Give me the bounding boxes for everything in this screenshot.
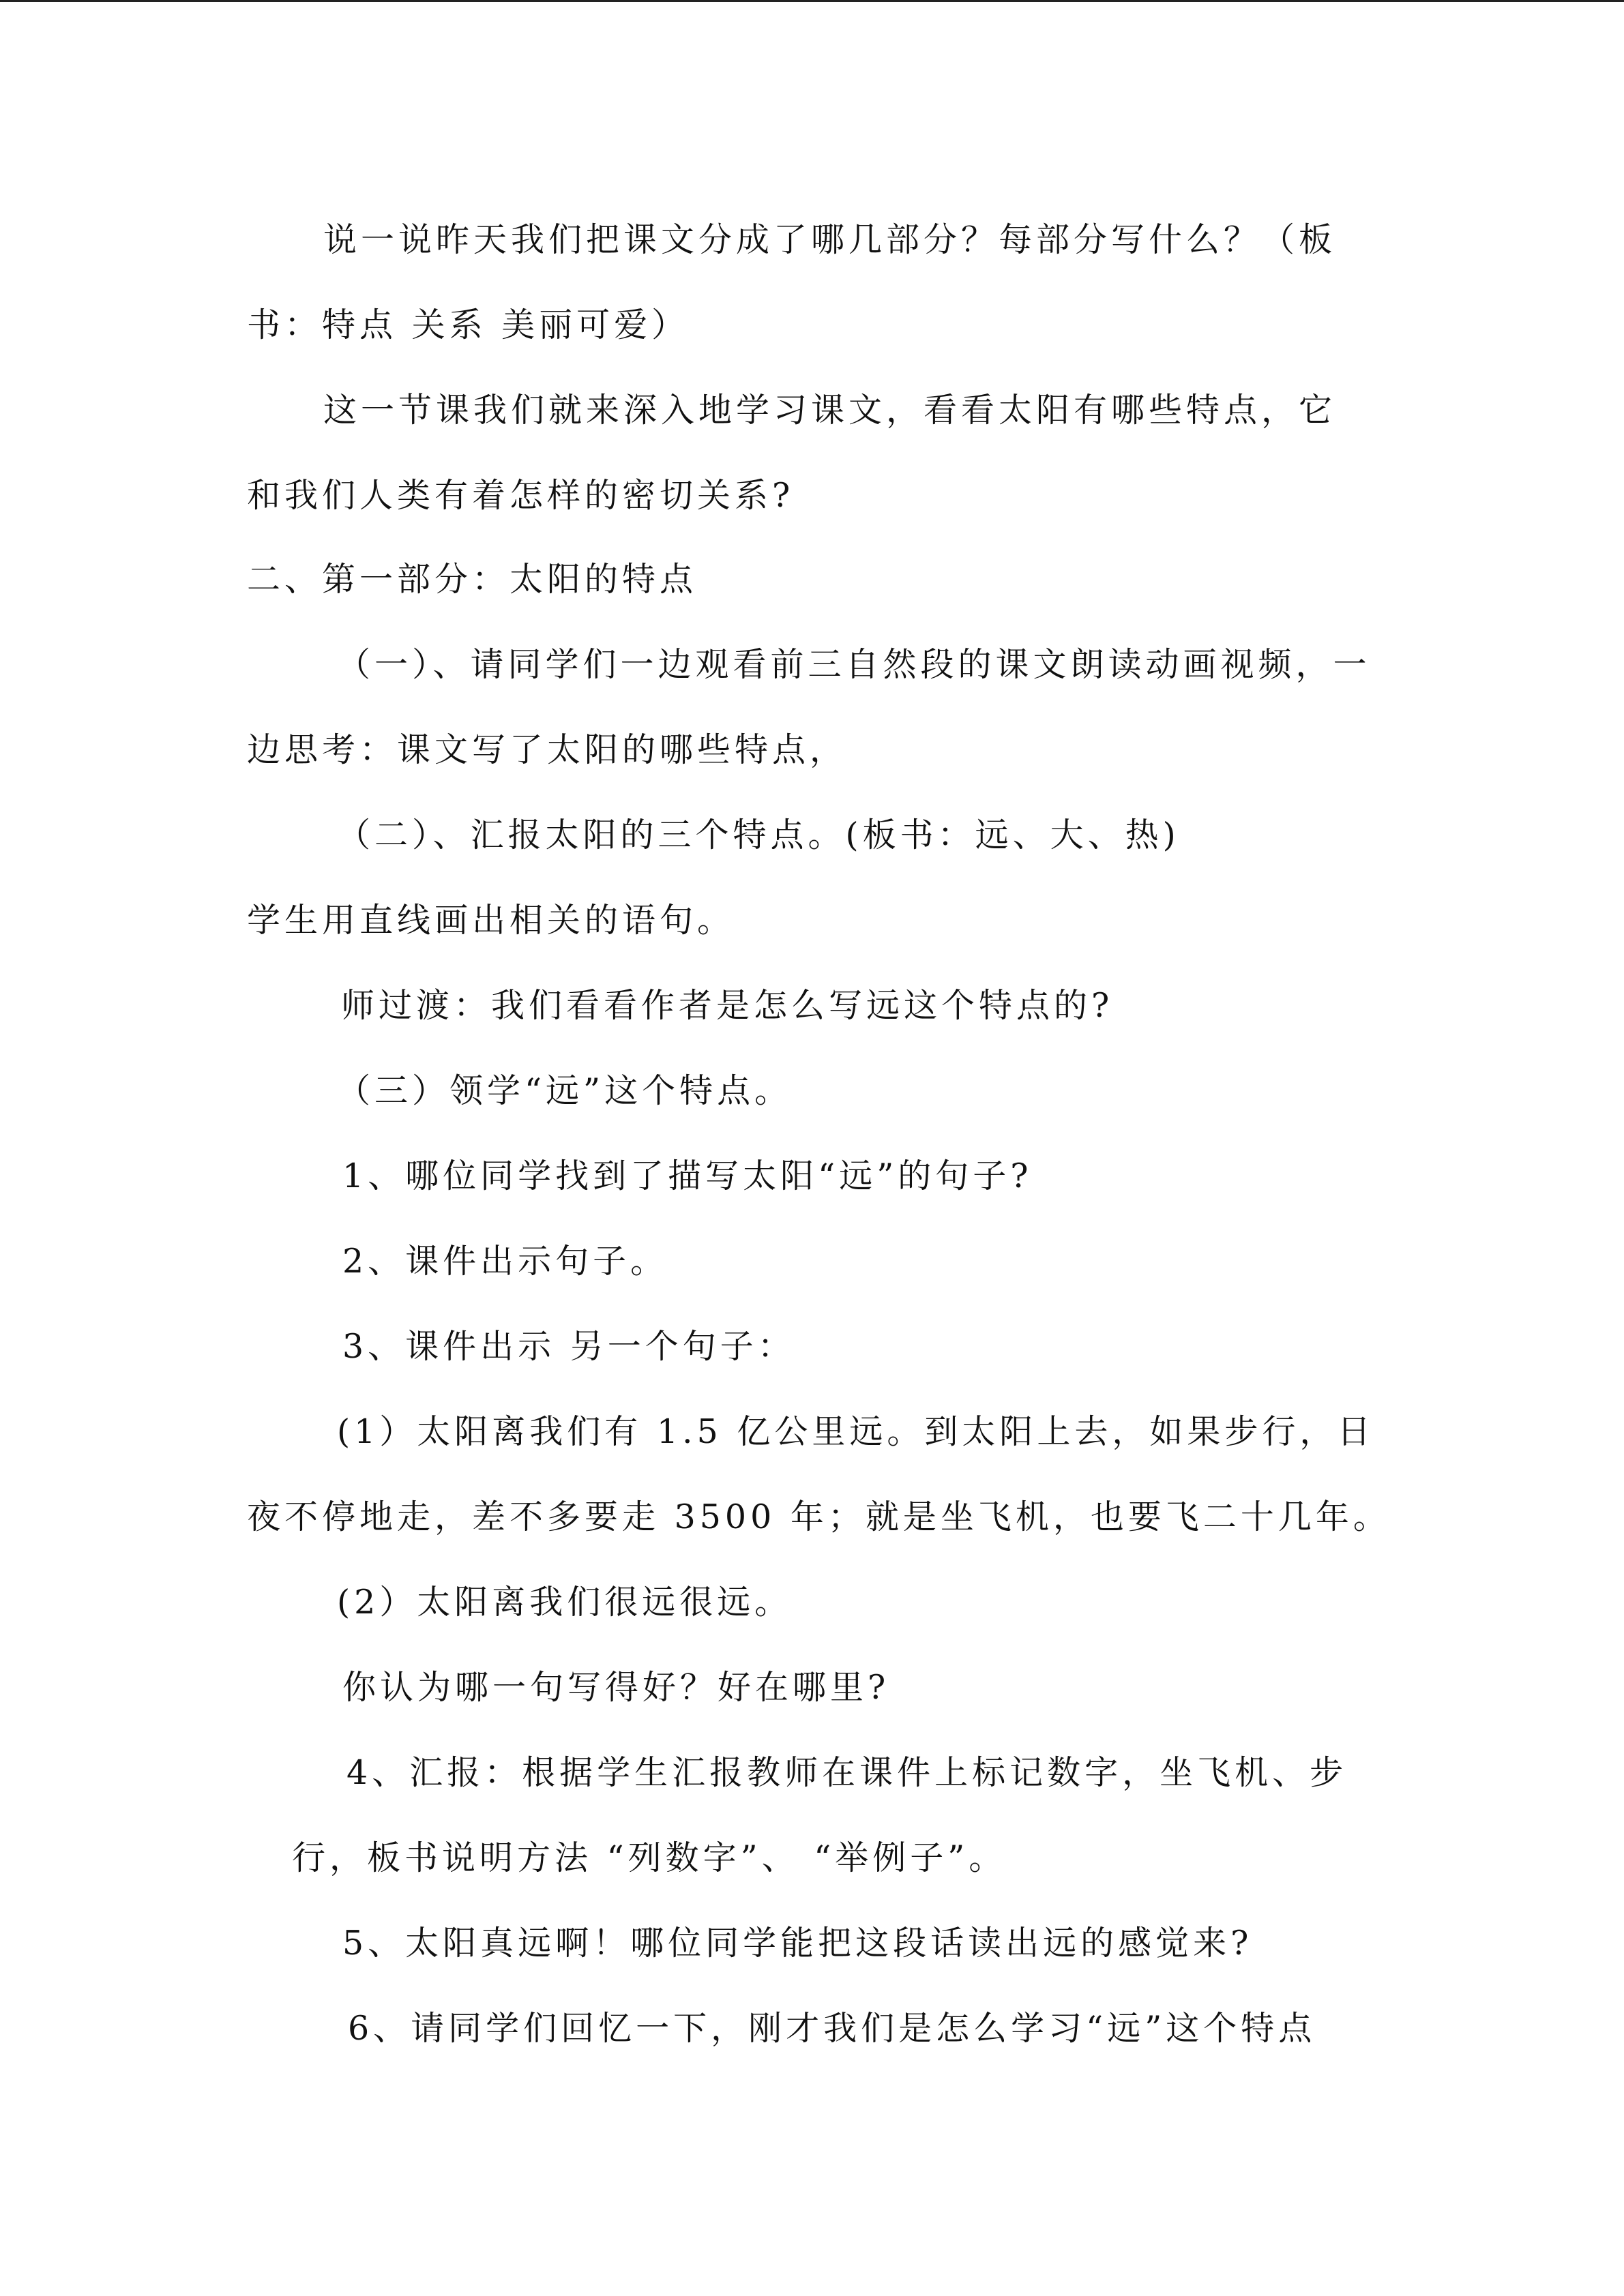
section-heading: 二、第一部分：太阳的特点: [247, 560, 698, 599]
quoted-sentence: (2）太阳离我们很远很远。: [337, 1583, 793, 1622]
list-item: 3、课件出示 另一个句子：: [342, 1327, 795, 1366]
list-item: 行，板书说明方法 “列数字”、 “举例子”。: [292, 1838, 1007, 1877]
list-item: 2、课件出示句子。: [342, 1242, 668, 1281]
quoted-sentence: (1）太阳离我们有 1.5 亿公里远。到太阳上去，如果步行，日: [337, 1412, 1375, 1451]
paragraph-line: 师过渡：我们看看作者是怎么写远这个特点的?: [341, 986, 1114, 1025]
paragraph-line: （一）、请同学们一边观看前三自然段的课文朗读动画视频，一: [337, 645, 1371, 684]
paragraph-line: 边思考：课文写了太阳的哪些特点，: [247, 730, 848, 769]
list-item: 6、请同学们回忆一下，刚才我们是怎么学习“远”这个特点: [348, 2009, 1316, 2048]
list-item: 5、太阳真远啊！哪位同学能把这段话读出远的感觉来?: [342, 1924, 1253, 1963]
quoted-sentence: 夜不停地走，差不多要走 3500 年；就是坐飞机，也要飞二十几年。: [247, 1497, 1391, 1536]
paragraph-line: 学生用直线画出相关的语句。: [247, 901, 735, 940]
paragraph-line: （三）领学“远”这个特点。: [337, 1071, 793, 1110]
list-item: 4、汇报：根据学生汇报教师在课件上标记数字，坐飞机、步: [346, 1753, 1348, 1792]
paragraph-line: 和我们人类有着怎样的密切关系?: [247, 476, 795, 515]
paragraph-line: 书：特点 关系 美丽可爱）: [247, 305, 690, 344]
paragraph-line: 你认为哪一句写得好？好在哪里?: [342, 1668, 890, 1707]
paragraph-line: （二）、汇报太阳的三个特点。(板书：远、大、热): [337, 816, 1180, 854]
paragraph-line: 说一说昨天我们把课文分成了哪几部分？每部分写什么？（板: [323, 220, 1337, 259]
paragraph-line: 这一节课我们就来深入地学习课文，看看太阳有哪些特点，它: [323, 391, 1337, 430]
list-item: 1、哪位同学找到了描写太阳“远”的句子?: [342, 1157, 1033, 1195]
